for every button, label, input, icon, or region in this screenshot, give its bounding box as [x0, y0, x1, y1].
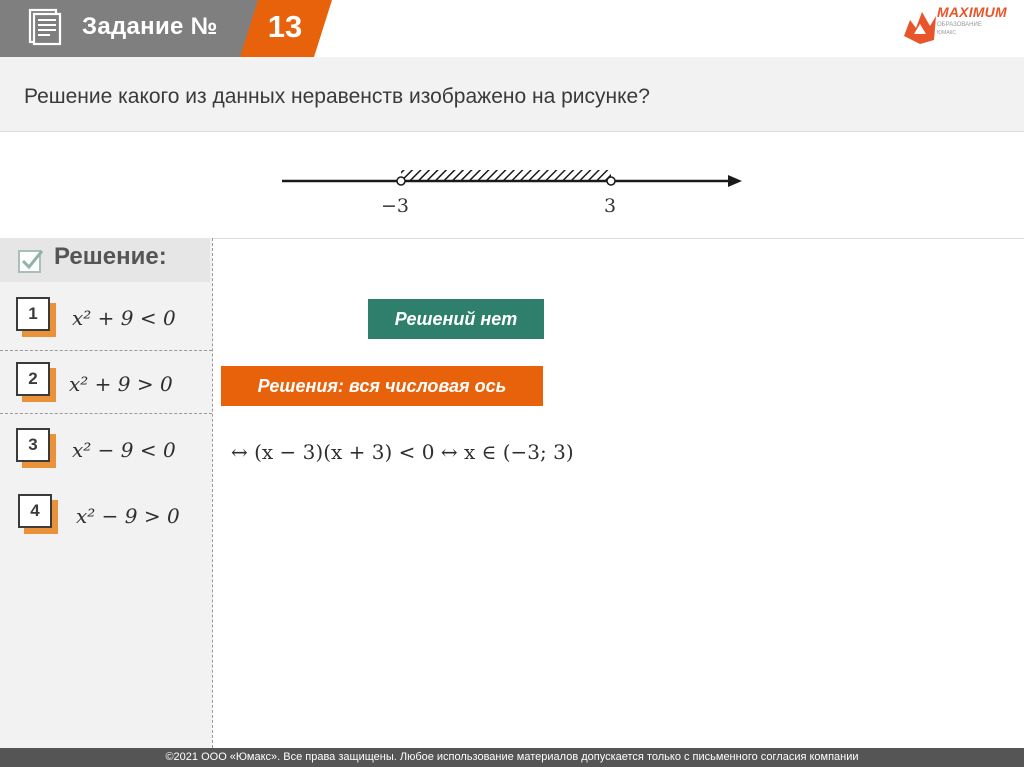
solution-title: Решение: [54, 243, 167, 270]
question-panel [0, 57, 1024, 132]
task-title: Задание № [82, 13, 218, 40]
document-icon [28, 8, 62, 46]
column-divider [212, 238, 213, 748]
number-line-label-left: −3 [381, 195, 410, 217]
option-inequality-2: x² + 9 > 0 [69, 372, 173, 396]
open-point-left [397, 177, 405, 185]
option-number: 3 [16, 428, 50, 462]
option-number: 4 [18, 494, 52, 528]
copyright-text: ©2021 ООО «Юмакс». Все права защищены. Любое использование материалов допускается только с письменного согласия компании [165, 751, 859, 763]
answer-equivalence-chain: ↔ (x − 3)(x + 3) < 0 ↔ x ∈ (−3; 3) [231, 440, 574, 464]
option-inequality-1: x² + 9 < 0 [72, 306, 176, 330]
answer-all-reals: Решения: вся числовая ось [221, 366, 543, 406]
open-point-right [607, 177, 615, 185]
option-inequality-4: x² − 9 > 0 [76, 504, 180, 528]
row-divider [0, 413, 212, 414]
solution-hatch [401, 170, 611, 180]
logo-wordmark: MAXIMUM [937, 4, 1007, 20]
header-bar [0, 0, 1024, 57]
checkbox-checked-icon [18, 248, 44, 274]
axis-arrow-icon [728, 175, 742, 187]
option-number: 2 [16, 362, 50, 396]
number-line-diagram [270, 150, 760, 230]
option-number: 1 [16, 297, 50, 331]
answer-no-solutions: Решений нет [368, 299, 544, 339]
logo-subtitle-2: ЮМАКС [937, 30, 957, 36]
question-text: Решение какого из данных неравенств изображено на рисунке? [24, 85, 650, 108]
option-number-tile-4 [18, 494, 60, 536]
row-divider [0, 350, 212, 351]
logo-subtitle: ОБРАЗОВАНИЕ [937, 22, 982, 28]
option-inequality-3: x² − 9 < 0 [72, 438, 176, 462]
task-number: 13 [267, 9, 303, 44]
option-number-tile-1 [16, 297, 58, 339]
number-line-label-right: 3 [604, 195, 617, 217]
option-number-tile-3 [16, 428, 58, 470]
option-number-tile-2 [16, 362, 58, 404]
